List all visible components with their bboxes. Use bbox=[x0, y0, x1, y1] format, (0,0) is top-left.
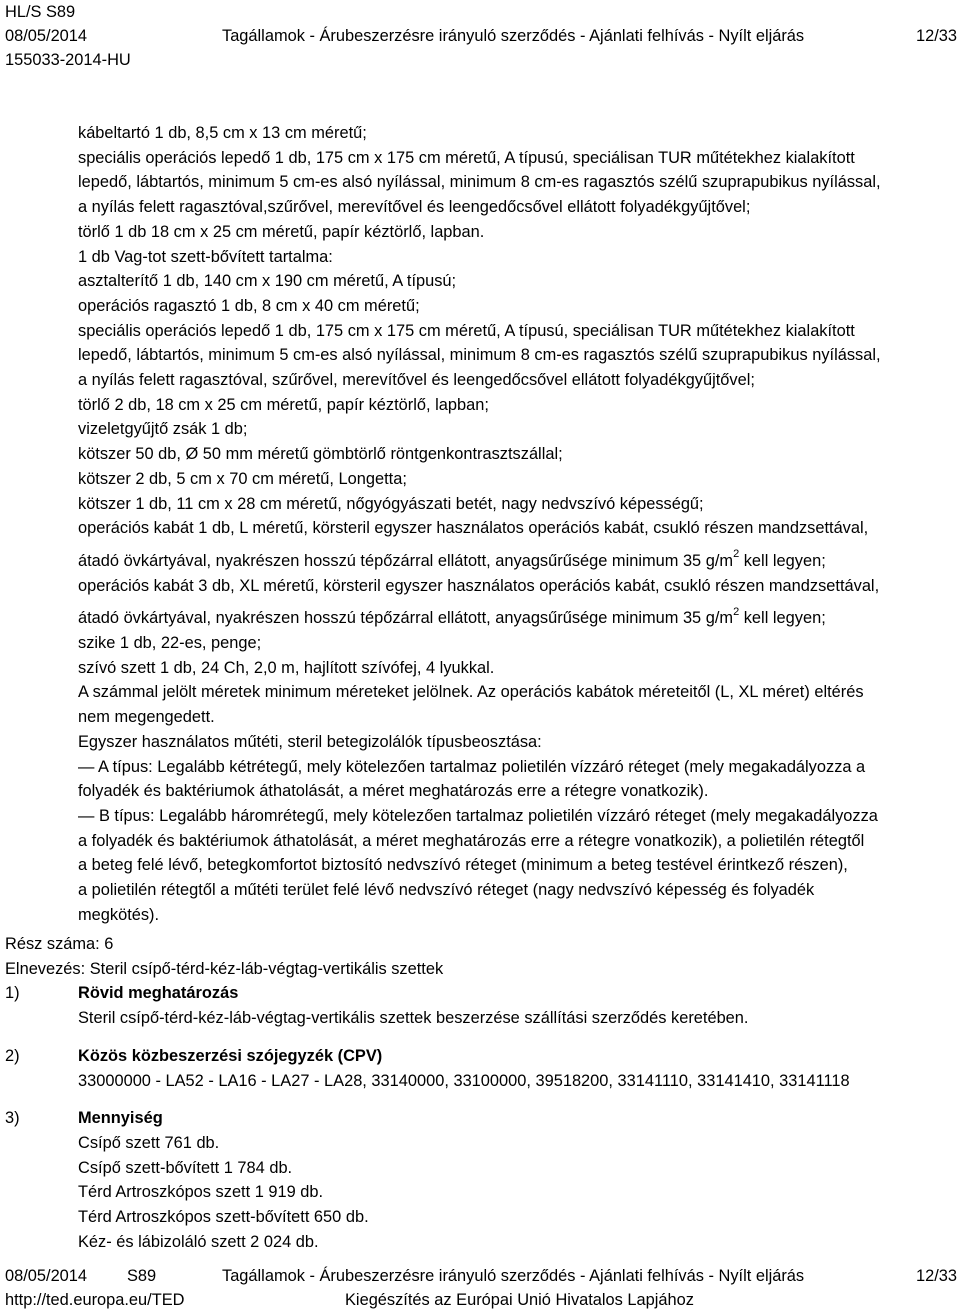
section-cpv bbox=[5, 1044, 957, 1093]
section-line: Csípő szett-bővített 1 784 db. bbox=[78, 1158, 293, 1177]
content-line: kötszer 2 db, 5 cm x 70 cm méretű, Longetta; bbox=[78, 469, 407, 488]
part-section bbox=[5, 932, 957, 1254]
content-line: törlő 2 db, 18 cm x 25 cm méretű, papír kéztörlő, lapban; bbox=[78, 395, 489, 414]
content-line: kábeltartó 1 db, 8,5 cm x 13 cm méretű; bbox=[78, 124, 367, 142]
content-line: szívó szett 1 db, 24 Ch, 2,0 m, hajlított szívófej, 4 lyukkal. bbox=[78, 658, 495, 677]
part-name: Elnevezés: Steril csípő-térd-kéz-láb-végtag-vertikális szettek bbox=[5, 959, 444, 978]
content-line: A számmal jelölt méretek minimum méreteket jelölnek. Az operációs kabátok méreteitől (L, XL méret) eltérés bbox=[78, 683, 864, 702]
content-line: lepedő, lábtartós, minimum 5 cm-es alsó nyílással, minimum 8 cm-es ragasztós szélű szuprapubikus nyílással, bbox=[78, 173, 881, 192]
section-title: Rövid meghatározás bbox=[78, 984, 239, 1003]
content-line: — A típus: Legalább kétrétegű, mely kötelezően tartalmaz polietilén vízzáró réteget (mely megakadályozza a bbox=[78, 757, 866, 776]
section-line: Kéz- és lábizoláló szett 2 024 db. bbox=[78, 1232, 319, 1251]
content-line: folyadék és baktériumok áthatolását, a méret meghatározás erre a rétegre vonatkozik). bbox=[78, 782, 709, 801]
footer-date: 08/05/2014 bbox=[5, 1267, 88, 1285]
page-footer bbox=[5, 1264, 957, 1312]
section-line: Csípő szett 761 db. bbox=[78, 1133, 220, 1152]
content-line: Egyszer használatos műtéti, steril betegizolálók típusbeosztása: bbox=[78, 732, 542, 751]
content-line: 1 db Vag-tot szett-bővített tartalma: bbox=[78, 247, 333, 266]
section-number: 3) bbox=[5, 1109, 20, 1128]
content-line: kötszer 1 db, 11 cm x 28 cm méretű, nőgyógyászati betét, nagy nedvszívó képességű; bbox=[78, 494, 704, 513]
footer-url[interactable]: http://ted.europa.eu/TED bbox=[5, 1291, 185, 1309]
section-title: Közös közbeszerzési szójegyzék (CPV) bbox=[78, 1046, 383, 1065]
content-line: a folyadék és baktériumok áthatolását, a méret meghatározás erre a rétegre vonatkozik), a polietilén rétegtől bbox=[78, 831, 865, 850]
section-line: 33000000 - LA52 - LA16 - LA27 - LA28, 33140000, 33100000, 39518200, 33141110, 33141410, 33141118 bbox=[78, 1071, 850, 1090]
section-number: 1) bbox=[5, 984, 20, 1003]
content-line: nem megengedett. bbox=[78, 708, 215, 727]
section-number: 2) bbox=[5, 1046, 20, 1065]
footer-doc-title: Tagállamok - Árubeszerzésre irányuló szerződés - Ajánlati felhívás - Nyílt eljárás bbox=[222, 1267, 805, 1285]
content-line: — B típus: Legalább háromrétegű, mely kötelezően tartalmaz polietilén vízzáró réteget (mely megakadályozza bbox=[78, 806, 878, 825]
content-line: a polietilén rétegtől a műtéti terület felé lévő nedvszívó réteget (nagy nedvszívó képesség és folyadék bbox=[78, 881, 815, 900]
header-series: HL/S S89 bbox=[5, 3, 76, 21]
section-short-description bbox=[5, 981, 957, 1030]
section-line: Térd Artroszkópos szett-bővített 650 db. bbox=[78, 1208, 369, 1227]
header-date: 08/05/2014 bbox=[5, 27, 88, 45]
section-title: Mennyiség bbox=[78, 1109, 163, 1128]
lot-content bbox=[78, 121, 953, 928]
section-line: Steril csípő-térd-kéz-láb-végtag-vertikális szettek beszerzése szállítási szerződés keretében. bbox=[78, 1009, 749, 1028]
footer-subtitle: Kiegészítés az Európai Unió Hivatalos Lapjához bbox=[345, 1291, 694, 1309]
content-line: szike 1 db, 22-es, penge; bbox=[78, 634, 262, 653]
content-line: lepedő, lábtartós, minimum 5 cm-es alsó nyílással, minimum 8 cm-es ragasztós szélű szuprapubikus nyílással, bbox=[78, 346, 881, 365]
content-line: a nyílás felett ragasztóval,szűrővel, merevítővel és leengedőcsővel ellátott folyadékgyűjtővel; bbox=[78, 198, 751, 217]
section-line: Térd Artroszkópos szett 1 919 db. bbox=[78, 1183, 324, 1202]
content-line-with-superscript: átadó övkártyával, nyakrészen hosszú tépőzárral ellátott, anyagsűrűsége minimum 35 $g/m^2$ kell legyen; bbox=[78, 605, 826, 628]
content-line: operációs ragasztó 1 db, 8 cm x 40 cm méretű; bbox=[78, 296, 420, 315]
header-doc-title: Tagállamok - Árubeszerzésre irányuló szerződés - Ajánlati felhívás - Nyílt eljárás bbox=[222, 27, 805, 45]
content-line: megkötés). bbox=[78, 905, 160, 924]
content-line: kötszer 50 db, Ø 50 mm méretű gömbtörlő röntgenkontrasztszállal; bbox=[78, 445, 563, 464]
content-line: speciális operációs lepedő 1 db, 175 cm x 175 cm méretű, A típusú, speciálisan TUR műtétekhez kialakított bbox=[78, 321, 855, 340]
content-line: vizeletgyűjtő zsák 1 db; bbox=[78, 420, 248, 439]
content-line: operációs kabát 1 db, L méretű, körsteril egyszer használatos operációs kabát, csukló részen mandzsettával, bbox=[78, 519, 869, 538]
page-header bbox=[5, 0, 957, 72]
header-reference: 155033-2014-HU bbox=[5, 51, 131, 69]
content-line-with-superscript: átadó övkártyával, nyakrészen hosszú tépőzárral ellátott, anyagsűrűsége minimum 35 $g/m^2$ kell legyen; bbox=[78, 548, 826, 570]
content-line: asztalterítő 1 db, 140 cm x 190 cm méretű, A típusú; bbox=[78, 272, 457, 291]
header-page-number: 12/33 bbox=[915, 27, 957, 45]
content-line: speciális operációs lepedő 1 db, 175 cm x 175 cm méretű, A típusú, speciálisan TUR műtétekhez kialakított bbox=[78, 148, 855, 167]
footer-series: S89 bbox=[127, 1267, 157, 1285]
footer-page-number: 12/33 bbox=[915, 1267, 957, 1285]
part-number: Rész száma: 6 bbox=[5, 935, 114, 953]
content-line: a nyílás felett ragasztóval, szűrővel, merevítővel és leengedőcsővel ellátott folyadékgyűjtővel; bbox=[78, 371, 755, 390]
section-quantity bbox=[5, 1106, 957, 1254]
content-line: a beteg felé lévő, betegkomfortot biztosító nedvszívó réteget (minimum a beteg testével érintkező részen), bbox=[78, 856, 848, 875]
content-line: törlő 1 db 18 cm x 25 cm méretű, papír kéztörlő, lapban. bbox=[78, 222, 485, 241]
content-line: operációs kabát 3 db, XL méretű, körsteril egyszer használatos operációs kabát, csukló részen mandzsettával, bbox=[78, 576, 880, 595]
